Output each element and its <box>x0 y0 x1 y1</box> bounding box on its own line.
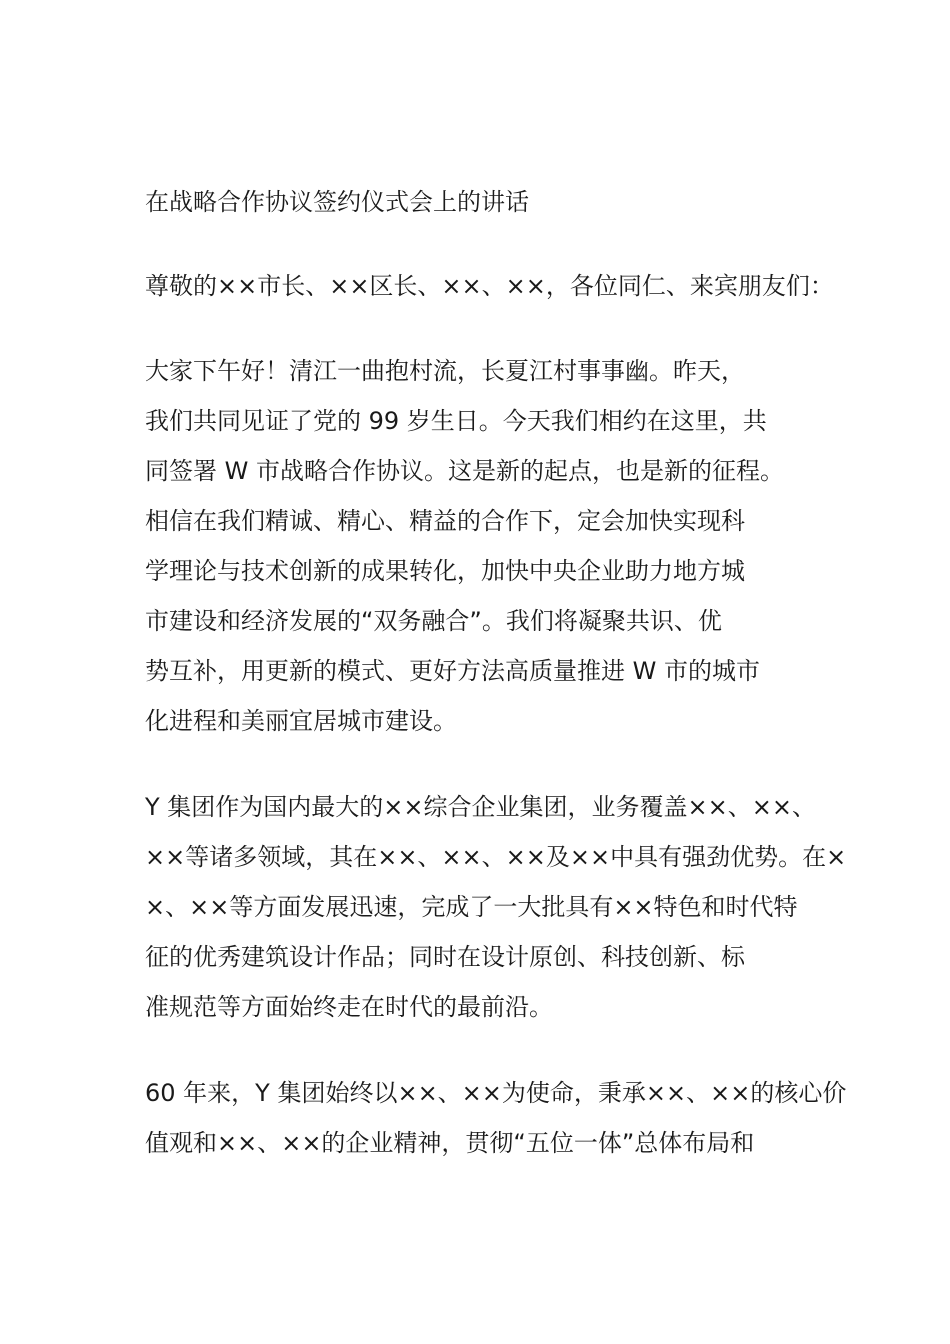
paragraph-line: ××等诸多领域，其在××、××、××及××中具有强劲优势。在× <box>145 843 847 871</box>
paragraph-line: 势互补，用更新的模式、更好方法高质量推进 W 市的城市 <box>145 657 760 685</box>
paragraph-3 <box>145 1068 847 1168</box>
document-body <box>145 178 847 1204</box>
paragraph-1 <box>145 346 825 746</box>
paragraph-line: 市建设和经济发展的“双务融合”。我们将凝聚共识、优 <box>145 607 722 635</box>
paragraph-line: 同签署 W 市战略合作协议。这是新的起点，也是新的征程。 <box>145 457 784 485</box>
paragraph-line: 准规范等方面始终走在时代的最前沿。 <box>145 993 553 1021</box>
document-title: 在战略合作协议签约仪式会上的讲话 <box>145 188 529 216</box>
paragraph-line: 我们共同见证了党的 99 岁生日。今天我们相约在这里，共 <box>145 407 767 435</box>
paragraph-line: ×、××等方面发展迅速，完成了一大批具有××特色和时代特 <box>145 893 798 921</box>
paragraph-line: 征的优秀建筑设计作品；同时在设计原创、科技创新、标 <box>145 943 745 971</box>
paragraph-line: 值观和××、××的企业精神，贯彻“五位一体”总体布局和 <box>145 1129 755 1157</box>
paragraph-line: 大家下午好！清江一曲抱村流，长夏江村事事幽。昨天， <box>145 357 745 385</box>
paragraph-line: Y 集团作为国内最大的××综合企业集团，业务覆盖××、××、 <box>145 793 816 821</box>
paragraph-2 <box>145 782 847 1032</box>
paragraph-line: 学理论与技术创新的成果转化，加快中央企业助力地方城 <box>145 557 745 585</box>
paragraph-line: 相信在我们精诚、精心、精益的合作下，定会加快实现科 <box>145 507 745 535</box>
paragraph-line: 化进程和美丽宜居城市建设。 <box>145 707 457 735</box>
paragraph-line: 60 年来，Y 集团始终以××、××为使命，秉承××、××的核心价 <box>145 1079 847 1107</box>
salutation: 尊敬的××市长、××区长、××、××，各位同仁、来宾朋友们： <box>145 272 834 300</box>
